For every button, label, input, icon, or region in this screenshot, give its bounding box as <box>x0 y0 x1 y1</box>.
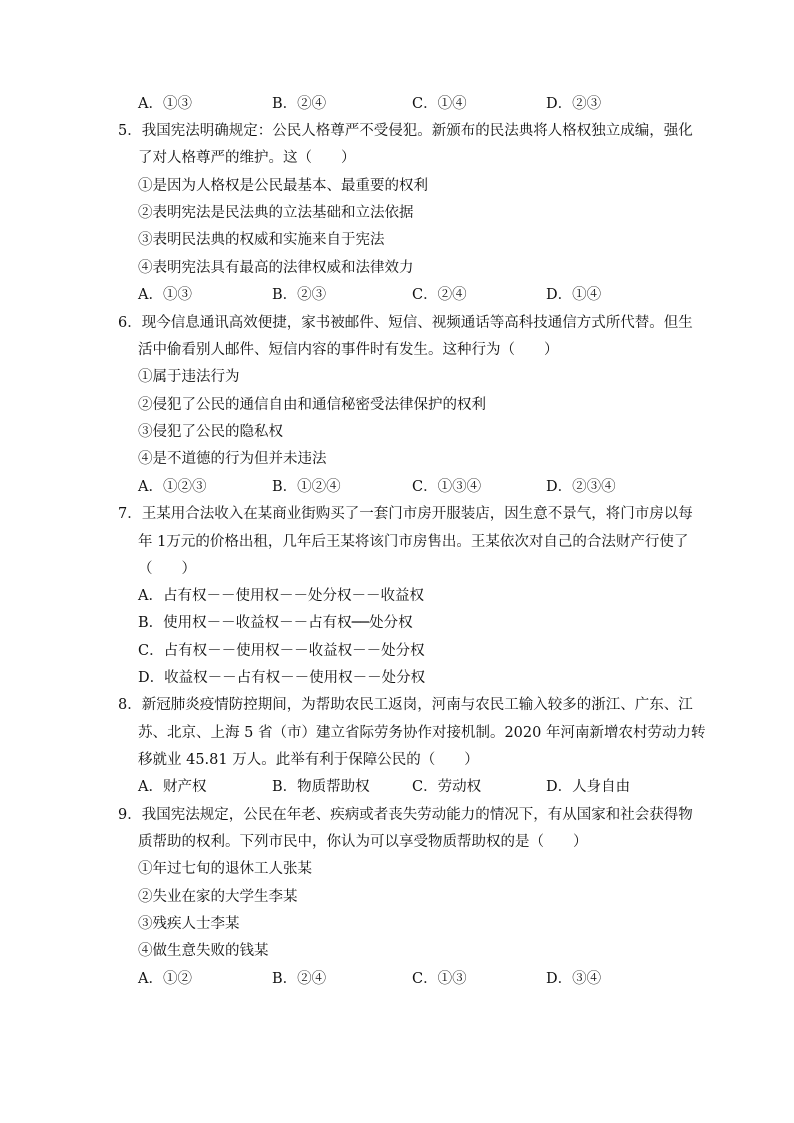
q9-item-4: ④做生意失败的钱某 <box>138 943 269 959</box>
q5-option-d[interactable]: D．①④ <box>546 287 602 303</box>
q5-item-1: ①是因为人格权是公民最基本、最重要的权利 <box>138 178 428 194</box>
q9-stem-line-2: 质帮助的权利。下列市民中，你认为可以享受物质帮助权的是（ ） <box>138 834 588 850</box>
q6-option-d[interactable]: D．②③④ <box>546 479 616 495</box>
q4-option-b[interactable]: B．②④ <box>272 96 327 112</box>
q8-option-b[interactable]: B．物质帮助权 <box>272 779 370 795</box>
q6-item-1: ①属于违法行为 <box>138 369 240 385</box>
q9-item-1: ①年过七旬的退休工人张某 <box>138 861 312 877</box>
q6-item-4: ④是不道德的行为但并未违法 <box>138 451 327 467</box>
q8-option-c[interactable]: C．劳动权 <box>412 779 482 795</box>
q6-option-b[interactable]: B．①②④ <box>272 479 341 495</box>
q6-stem-line-1: 6．现今信息通讯高效便捷，家书被邮件、短信、视频通话等高科技通信方式所代替。但生 <box>118 315 693 331</box>
q9-option-a[interactable]: A．①② <box>138 971 192 987</box>
q7-option-b[interactable]: B．使用权－－收益权－－占有权──处分权 <box>138 615 413 631</box>
q8-option-a[interactable]: A．财产权 <box>138 779 207 795</box>
q7-stem-line-1: 7．王某用合法收入在某商业街购买了一套门市房开服装店，因生意不景气，将门市房以每 <box>118 506 693 522</box>
q9-item-2: ②失业在家的大学生李某 <box>138 889 298 905</box>
q7-stem-line-2: 年 1万元的价格出租，几年后王某将该门市房售出。王某依次对自己的合法财产行使了 <box>138 534 689 550</box>
q6-stem-line-2: 活中偷看别人邮件、短信内容的事件时有发生。这种行为（ ） <box>138 342 559 358</box>
q9-option-b[interactable]: B．②④ <box>272 971 327 987</box>
q5-item-4: ④表明宪法具有最高的法律权威和法律效力 <box>138 260 414 276</box>
q8-option-d[interactable]: D．人身自由 <box>546 779 631 795</box>
q6-item-3: ③侵犯了公民的隐私权 <box>138 424 283 440</box>
q4-option-a[interactable]: A．①③ <box>138 96 192 112</box>
q4-option-c[interactable]: C．①④ <box>412 96 467 112</box>
q5-stem-line-2: 了对人格尊严的维护。这（ ） <box>138 150 356 166</box>
q9-option-d[interactable]: D．③④ <box>546 971 602 987</box>
q6-option-a[interactable]: A．①②③ <box>138 479 207 495</box>
q6-option-c[interactable]: C．①③④ <box>412 479 482 495</box>
q7-option-c[interactable]: C．占有权－－使用权－－收益权－－处分权 <box>138 643 425 659</box>
q6-item-2: ②侵犯了公民的通信自由和通信秘密受法律保护的权利 <box>138 397 486 413</box>
q5-stem-line-1: 5．我国宪法明确规定：公民人格尊严不受侵犯。新颁布的民法典将人格权独立成编，强化 <box>118 123 693 139</box>
q5-option-b[interactable]: B．②③ <box>272 287 327 303</box>
q8-stem-line-3: 移就业 45.81 万人。此举有利于保障公民的（ ） <box>138 752 479 768</box>
q5-option-a[interactable]: A．①③ <box>138 287 192 303</box>
q5-option-c[interactable]: C．②④ <box>412 287 467 303</box>
q7-stem-line-3: （ ） <box>138 561 196 577</box>
q7-option-a[interactable]: A．占有权－－使用权－－处分权－－收益权 <box>138 588 424 604</box>
q5-item-2: ②表明宪法是民法典的立法基础和立法依据 <box>138 205 414 221</box>
q9-stem-line-1: 9．我国宪法规定，公民在年老、疾病或者丧失劳动能力的情况下，有从国家和社会获得物 <box>118 807 693 823</box>
q5-item-3: ③表明民法典的权威和实施来自于宪法 <box>138 232 385 248</box>
q9-option-c[interactable]: C．①③ <box>412 971 467 987</box>
q9-item-3: ③残疾人士李某 <box>138 916 240 932</box>
q8-stem-line-2: 苏、北京、上海 5 省（市）建立省际劳务协作对接机制。2020 年河南新增农村劳动力转 <box>138 725 706 741</box>
q7-option-d[interactable]: D．收益权－－占有权－－使用权－－处分权 <box>138 670 426 686</box>
q4-option-d[interactable]: D．②③ <box>546 96 602 112</box>
q8-stem-line-1: 8．新冠肺炎疫情防控期间，为帮助农民工返岗，河南与农民工输入较多的浙江、广东、江 <box>118 697 693 713</box>
